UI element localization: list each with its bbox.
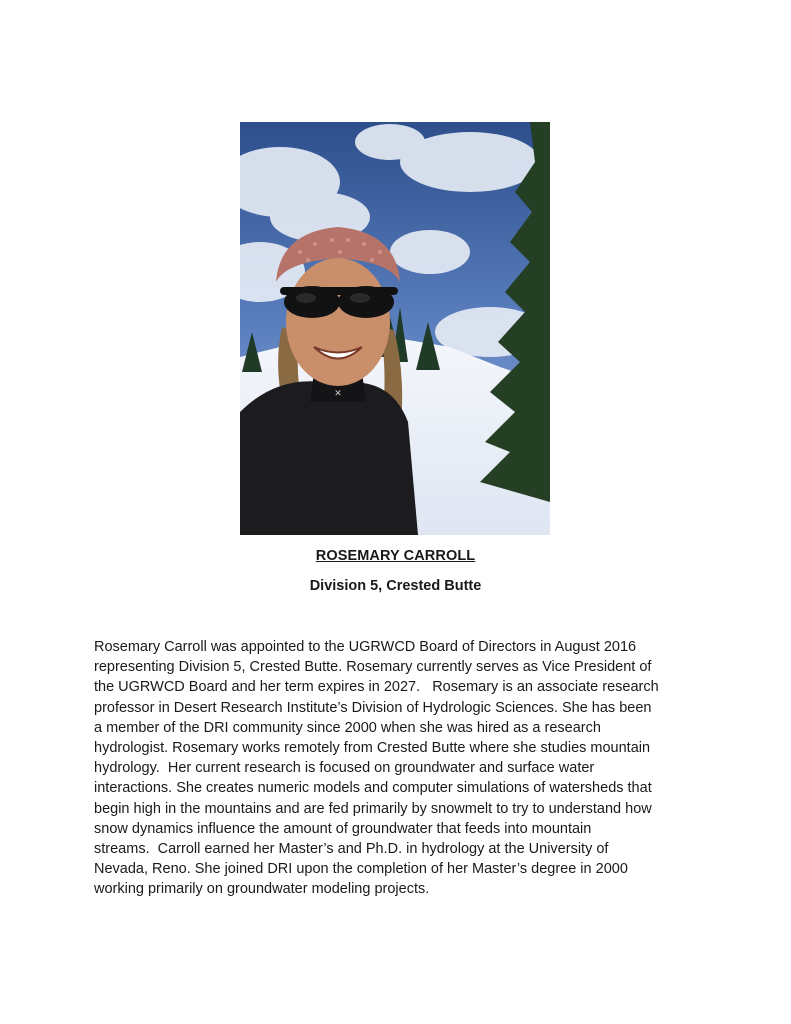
bio-line: Nevada, Reno. She joined DRI upon the completion of her Master’s degree in 2000 xyxy=(94,861,628,878)
bio-line: snow dynamics influence the amount of groundwater that feeds into mountain xyxy=(94,820,592,837)
bio-line: begin high in the mountains and are fed primarily by snowmelt to try to understand how xyxy=(94,800,652,817)
division-subtitle: Division 5, Crested Butte xyxy=(309,578,482,594)
bio-line: the UGRWCD Board and her term expires in 2027. Rosemary is an associate research xyxy=(94,679,659,696)
bio-line: hydrologist. Rosemary works remotely from Crested Butte where she studies mountain xyxy=(94,740,651,757)
biography xyxy=(94,637,704,900)
logo-icon: ✕ xyxy=(334,389,342,399)
profile-photo xyxy=(240,122,550,535)
portrait-illustration xyxy=(240,122,550,535)
bio-line: representing Division 5, Crested Butte. Rosemary currently serves as Vice President of xyxy=(94,659,652,676)
bio-line: streams. Carroll earned her Master’s and Ph.D. in hydrology at the University of xyxy=(94,841,609,858)
bio-line: Rosemary Carroll was appointed to the UGRWCD Board of Directors in August 2016 xyxy=(94,639,637,655)
bio-line: hydrology. Her current research is focused on groundwater and surface water xyxy=(94,760,595,777)
bio-line: a member of the DRI community since 2000 when she was hired as a research xyxy=(94,719,601,736)
bio-line: professor in Desert Research Institute’s Division of Hydrologic Sciences. She has been xyxy=(94,699,652,716)
black-jacket xyxy=(240,381,418,535)
bio-line: interactions. She creates numeric models and computer simulations of watersheds that xyxy=(94,780,652,797)
bio-line: working primarily on groundwater modeling projects. xyxy=(94,881,430,898)
person-name: ROSEMARY CARROLL xyxy=(315,548,476,564)
face xyxy=(286,258,390,386)
